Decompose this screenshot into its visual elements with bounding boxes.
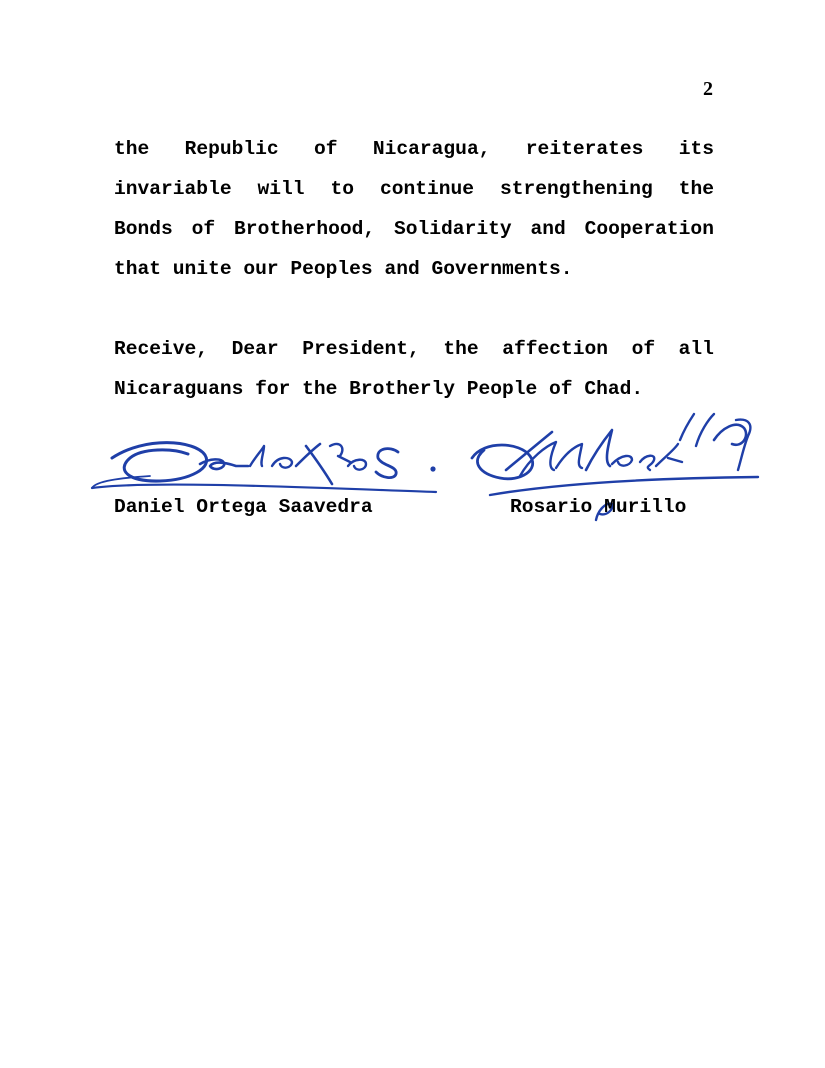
word: strengthening (499, 178, 653, 200)
page-number: 2 (703, 78, 713, 100)
word: all (678, 338, 714, 360)
word: to (330, 178, 355, 200)
text-line (114, 209, 714, 249)
word: Brotherhood, (234, 218, 376, 240)
word: and (530, 218, 566, 240)
word: Dear (231, 338, 279, 360)
text-line-last: Nicaraguans for the Brotherly People of Chad. (114, 378, 644, 400)
signer-name-rosario-murillo: Rosario Murillo (510, 496, 687, 518)
word: the (678, 178, 714, 200)
text-line (114, 169, 714, 209)
signature-1-handwriting (92, 443, 436, 492)
word: reiterates (525, 138, 644, 160)
word: will (257, 178, 305, 200)
word: of (191, 218, 216, 240)
text-line (114, 329, 714, 369)
letter-paragraph (114, 129, 714, 289)
word: invariable (114, 178, 232, 200)
text-line-last: that unite our Peoples and Governments. (114, 258, 573, 280)
letter-closing-paragraph (114, 329, 714, 409)
word: Solidarity (394, 218, 512, 240)
word: Receive, (114, 338, 209, 360)
word: Cooperation (584, 218, 714, 240)
word: Nicaragua, (372, 138, 491, 160)
text-line (114, 129, 714, 169)
word: of (314, 138, 338, 160)
word: Bonds (114, 218, 173, 240)
word: of (631, 338, 656, 360)
word: Republic (184, 138, 279, 160)
signer-name-daniel-ortega: Daniel Ortega Saavedra (114, 496, 373, 518)
word: continue (379, 178, 475, 200)
word: affection (502, 338, 609, 360)
word: President, (302, 338, 420, 360)
word: its (678, 138, 714, 160)
word: the (443, 338, 479, 360)
word: the (114, 138, 150, 160)
